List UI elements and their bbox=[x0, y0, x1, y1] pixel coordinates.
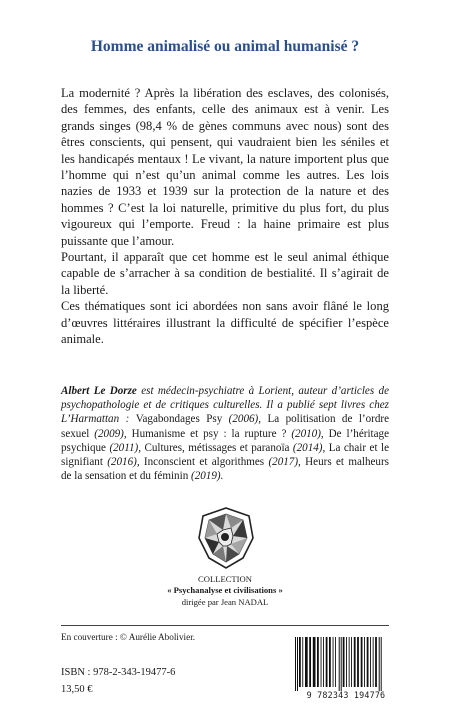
barcode-bar bbox=[335, 637, 336, 687]
book-year: (2011), bbox=[105, 441, 141, 454]
book-year: (2014), bbox=[289, 441, 326, 454]
back-cover-title: Homme animalisé ou animal humanisé ? bbox=[90, 38, 360, 55]
blurb-paragraph-1: La modernité ? Après la libération des esclaves, des colonisés, des femmes, des enfants, celle des animaux est à venir. Les grands singes (98,4 % de gènes communs avec nous) sont des êtres conscients, qui pensent, qui vaudraient bien les séniles et les handicapés mentaux ! Le vivant, la nature importent plus que l’homme qui n’est qu’un animal comme les autres. Les lois nazies de 1933 et 1939 sur la protection de la nature et des hommes ? C’est la loi naturelle, primitive du plus fort, du plus vigoureux qui l’emporte. Freud : la haine primaire est plus puissante que l’amour. bbox=[61, 86, 389, 248]
collection-director: dirigée par Jean NADAL bbox=[181, 596, 269, 607]
blurb bbox=[61, 85, 389, 348]
blurb-paragraph-3: Ces thématiques sont ici abordées non sans avoir flâné le long d’œuvres littéraires illustrant la difficulté de spécifier l’espèce animale. bbox=[61, 299, 389, 347]
barcode-bar bbox=[302, 637, 303, 687]
barcode-bar bbox=[299, 637, 301, 687]
book-title: Humanisme et psy : la rupture ? bbox=[126, 427, 287, 440]
barcode-bar bbox=[381, 637, 382, 691]
price: 13,50 € bbox=[61, 684, 93, 695]
barcode-bar bbox=[339, 637, 340, 691]
barcode-bar bbox=[323, 637, 324, 687]
barcode-bar bbox=[329, 637, 331, 687]
barcode-bar bbox=[346, 637, 347, 687]
barcode-bar bbox=[326, 637, 328, 687]
barcode-bar bbox=[349, 637, 350, 687]
barcode-bar bbox=[370, 637, 371, 687]
barcode-digits: 9 782343 194776 bbox=[306, 690, 386, 700]
book-title: La chair et le signifiant bbox=[61, 441, 389, 469]
collection-heading: COLLECTION bbox=[198, 574, 252, 584]
barcode-bar bbox=[343, 637, 345, 687]
book-title: Cultures, métissages et paranoïa bbox=[140, 441, 290, 454]
cover-credit: En couverture : © Aurélie Abolivier. bbox=[61, 632, 196, 642]
barcode-bar bbox=[321, 637, 322, 687]
barcode-bar bbox=[313, 637, 316, 687]
divider bbox=[61, 625, 389, 626]
barcode-bar bbox=[295, 637, 296, 691]
author-bio bbox=[61, 384, 389, 483]
barcode-bar bbox=[333, 637, 334, 687]
collection-logo-icon bbox=[197, 506, 255, 570]
barcode-bar bbox=[317, 637, 319, 687]
barcode-bar bbox=[351, 637, 352, 687]
book-year: (2017), bbox=[264, 456, 301, 469]
barcode-bar bbox=[367, 637, 369, 687]
barcode-bar bbox=[297, 637, 298, 691]
book-year: (2016), bbox=[102, 456, 140, 469]
barcode-bar bbox=[354, 637, 356, 687]
author-name: Albert Le Dorze bbox=[61, 385, 137, 397]
barcode-bar bbox=[341, 637, 342, 691]
barcode-bar bbox=[373, 637, 374, 687]
bio-intro: est médecin-psychiatre à Lorient, auteur d’articles de psychopathologie et de critiques culturelles. Il a publié sept livres chez L’Harmattan : bbox=[61, 385, 389, 426]
book-year: (2019). bbox=[188, 470, 224, 483]
book-year: (2009), bbox=[89, 427, 127, 440]
barcode-icon bbox=[291, 637, 401, 691]
book-title: Vagabondages Psy bbox=[135, 413, 223, 426]
collection-block bbox=[0, 574, 450, 608]
barcode-bar bbox=[364, 637, 365, 687]
book-year: (2006), bbox=[222, 413, 262, 426]
barcode-bar bbox=[357, 637, 359, 687]
blurb-paragraph-2: Pourtant, il apparaît que cet homme est le seul animal éthique capable de s’arracher à sa condition de bestialité. Il s’agirait de la liberté. bbox=[61, 250, 389, 297]
barcode-bar bbox=[305, 637, 308, 687]
isbn: ISBN : 978-2-343-19477-6 bbox=[61, 667, 176, 678]
barcode-bar bbox=[361, 637, 363, 687]
barcode-bar bbox=[375, 637, 377, 687]
book-year: (2010), bbox=[286, 427, 324, 440]
book-title: Heurs et malheurs de la sensation et du féminin bbox=[61, 456, 389, 483]
book-title: Inconscient et algorithmes bbox=[139, 456, 265, 469]
collection-series: « Psychanalyse et civilisations » bbox=[167, 585, 283, 596]
book-title: La politisation de l’ordre sexuel bbox=[61, 413, 390, 440]
barcode-bar bbox=[309, 637, 311, 687]
book-title: De l’héritage psychique bbox=[61, 427, 390, 454]
barcode-bar bbox=[379, 637, 380, 691]
